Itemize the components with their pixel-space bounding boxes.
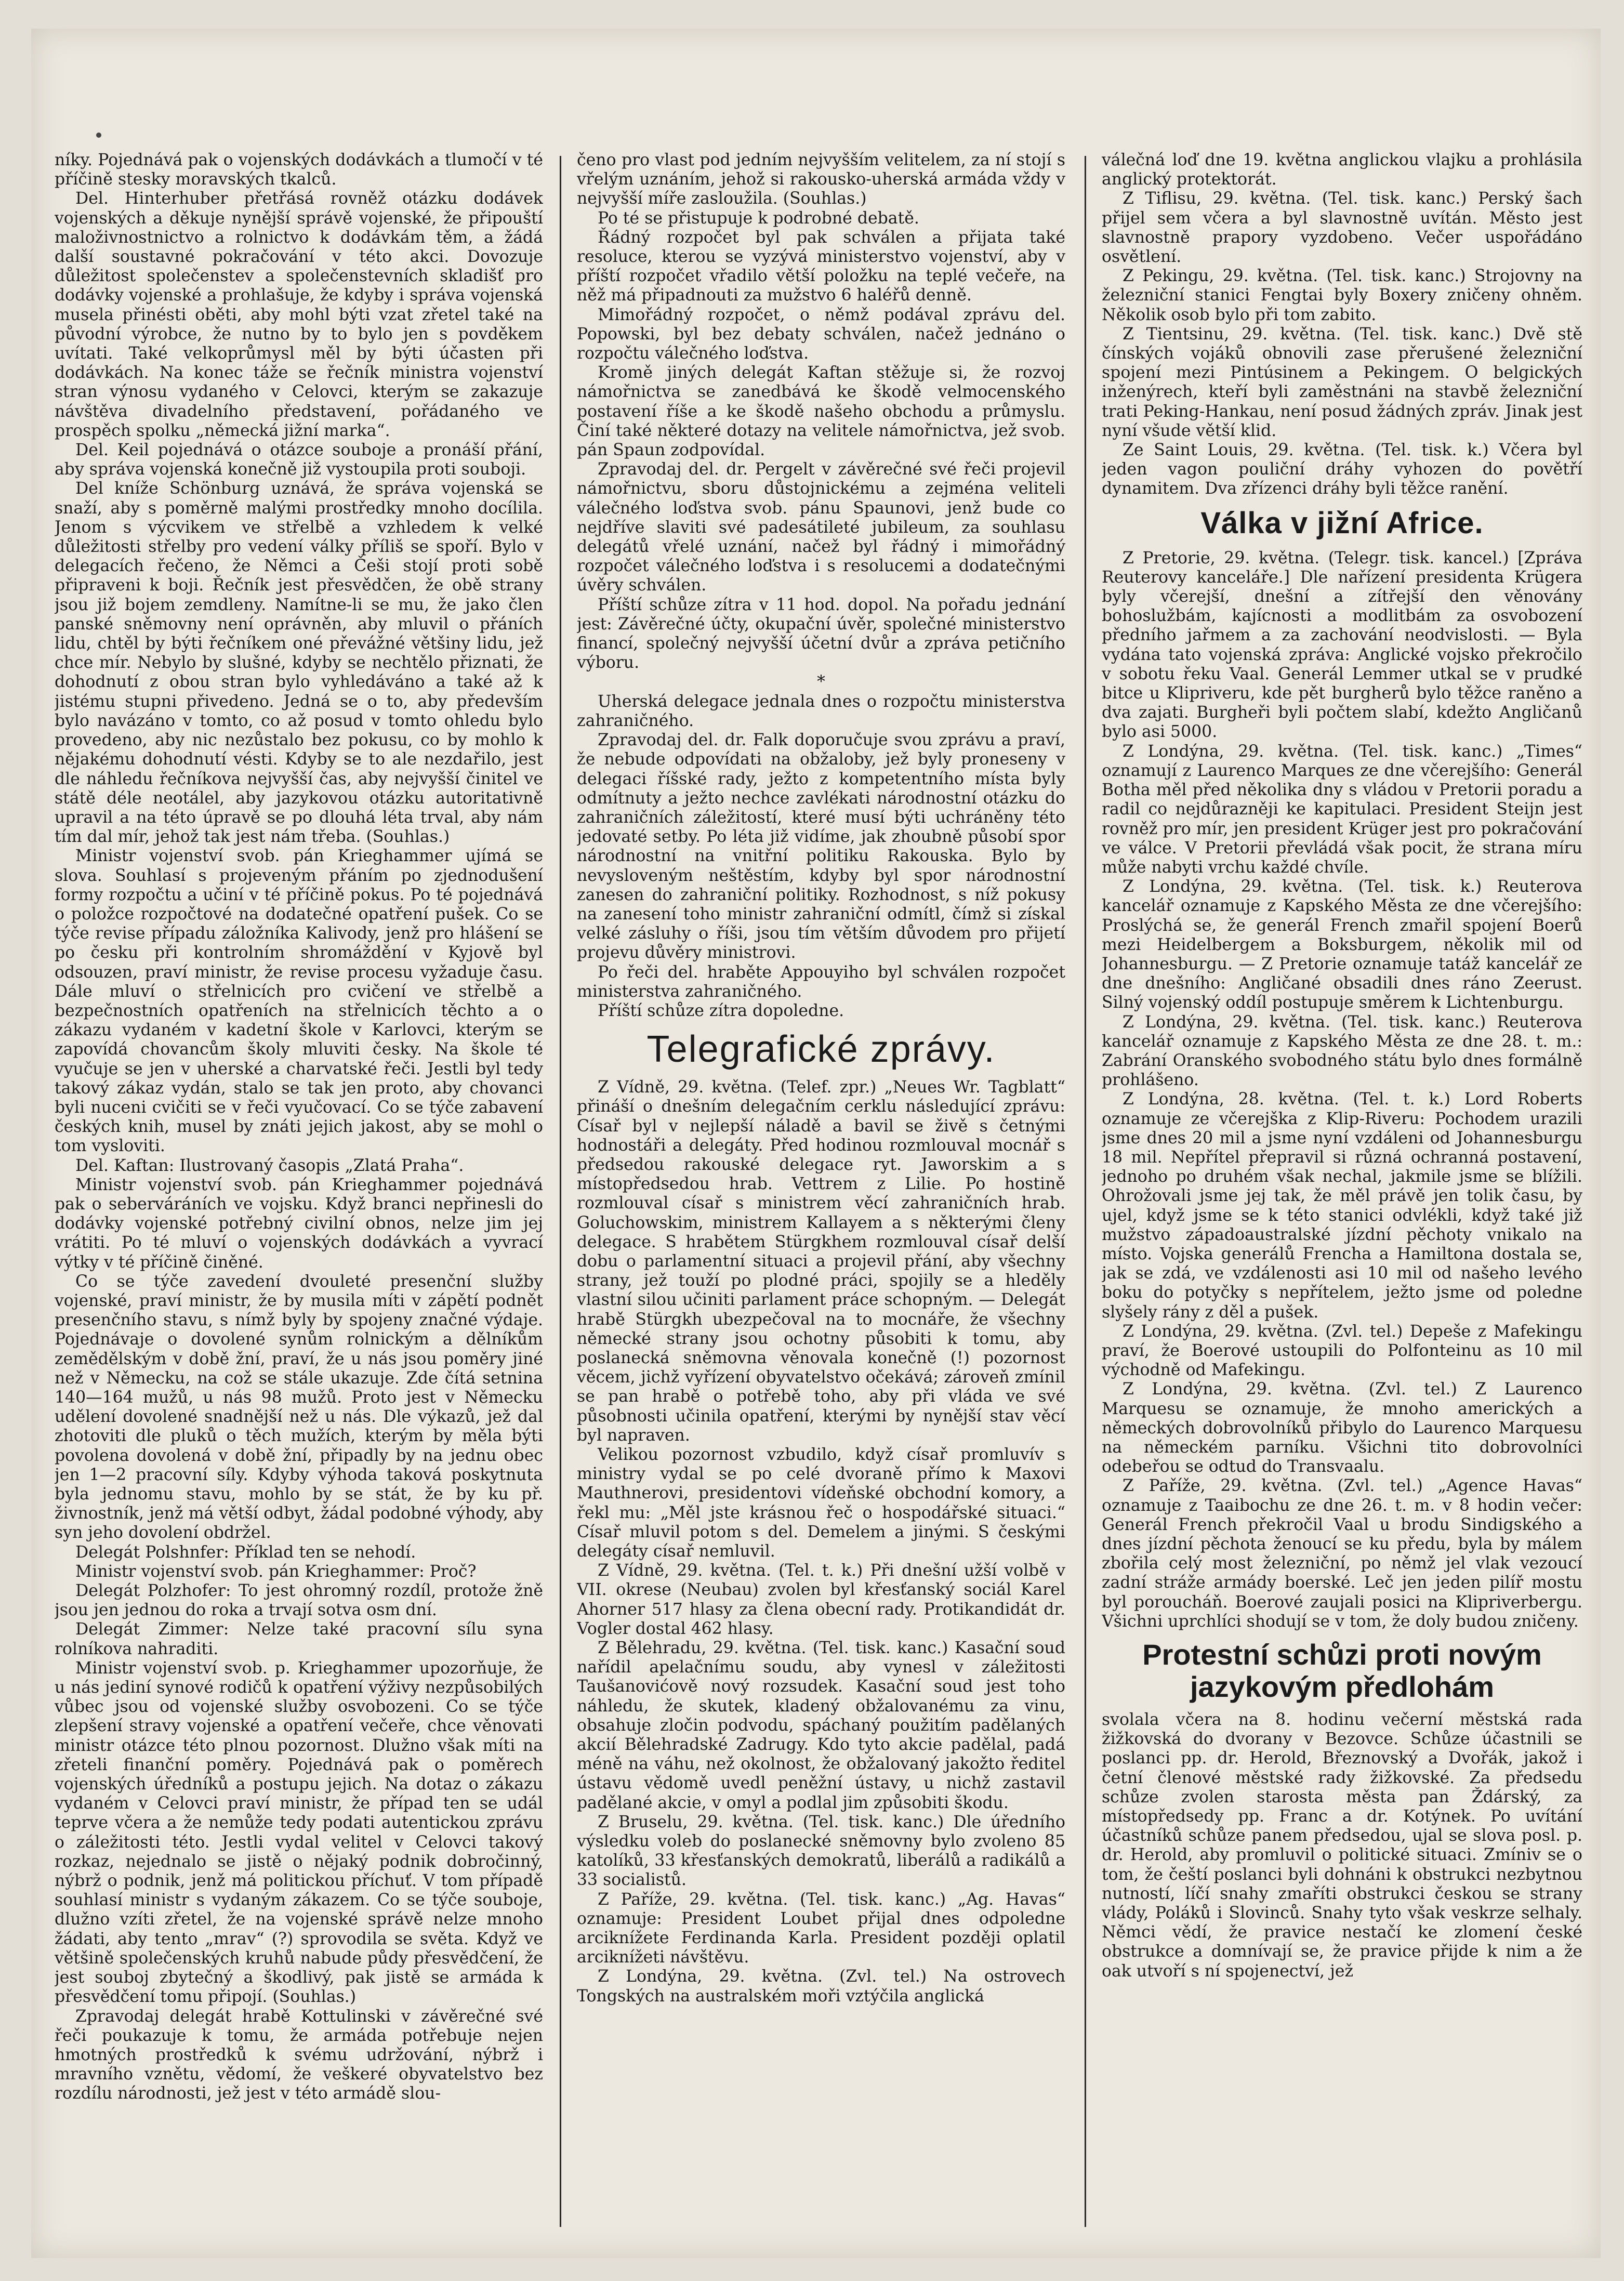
- paragraph: Delegát Polshnfer: Příklad ten se nehodí.: [75, 1542, 416, 1562]
- paragraph: Ministr vojenství svob. pán Krieghammer ujímá se slova. Souhlasí s projeveným přáním po zjednodušení formy rozpočtu a učiní v té příčině pokus. Po té pojednává o položce rozpočtové na dodatečné opatření pušek. Co se týče revise případu záložníka Kalivody, jenž pro hlášení se po česku při kontrolním shromáždění v Kyjově byl odsouzen, praví ministr, že revise procesu vyžaduje času. Dále mluví o střelnicích pro cvičení ve střelbě a bezpečnostních opatřeních na střelnicích těchto a o zákazu vydaném v kadetní škole v Karlovci, kterým se zapovídá chovancům školy mluviti česky. Na škole té vyučuje se jen v uherské a charvatské řeči. Jestli byl tedy takový zákaz vydán, stalo se tak jen proto, aby chovanci byli nuceni cvičiti se v řeči vyučovací. Co se týče zabavení českých knih, musel by znáti jejich jakost, aby se mohl o tom vysloviti.: [55, 847, 543, 1156]
- paragraph: Ministr vojenství svob. pán Krieghammer pojednává pak o seberváráních ve vojsku. Když branci nepřinesli do dodávky vojenské potřebný civilní obnos, nelze jim jej vrátiti. Po té mluví o vojenských dodávkách a vyvrací výtky v té příčině činěné.: [55, 1175, 543, 1272]
- paragraph: Řádný rozpočet byl pak schválen a přijata také resoluce, kterou se vyzývá ministerstvo vojenství, aby v příští rozpočet vřadilo větší položku na teplé večeře, na něž má připadnouti za mužstvo 6 haléřů denně.: [577, 228, 1065, 305]
- paragraph: Mimořádný rozpočet, o němž podával zprávu del. Popowski, byl bez debaty schválen, načež jednáno o rozpočtu válečného loďstva.: [577, 305, 1065, 363]
- news-item: Z Bělehradu, 29. května. (Tel. tisk. kanc.) Kasační soud nařídil apelačnímu soudu, aby vynesl v záležitosti Taušanovićově nový rozsudek. Kasační soud jest toho náhledu, že skutek, kladený obžalovanému za vinu, obsahuje zločin podvodu, spáchaný použitím padělaných akcií Bělehradské Zadrugy. Kdo tyto akcie padělal, padá méně na váhu, než okolnost, že obžalovaný jakožto ředitel ústavu vědomě uvedl peněžní ústavy, u nichž zastavil padělané akcie, v omyl a podlal jim způsobiti škodu.: [577, 1639, 1065, 1812]
- column-1: [55, 151, 543, 2237]
- paragraph: Ministr vojenství svob. pán Krieghammer: Proč?: [75, 1562, 477, 1581]
- paragraph: Kromě jiných delegát Kaftan stěžuje si, že rozvoj námořnictva se zanedbává ke škodě velmocenského postavení říše a ke škodě našeho obchodu a průmyslu. Činí také některé dotazy na velitele námořnictva, jež svob. pán Spaun zodpovídal.: [577, 363, 1065, 460]
- news-item: Z Londýna, 29. května. (Tel. tisk. kanc.) „Times“ oznamují z Laurenco Marques ze dne včerejšího: Generál Botha měl před několika dny s vládou v Pretorii poradu a radil co nejdůrazněji ke kapitulaci. President Steijn jest rovněž pro mír, jen president Krüger jest pro pokračování ve válce. V Pretorii převládá však pocit, že strana míru může nabyti vrchu každé chvíle.: [1102, 742, 1582, 877]
- news-item: Z Paříže, 29. května. (Zvl. tel.) „Agence Havas“ oznamuje z Taaibochu ze dne 26. t. m. v 8 hodin večer: Generál French překročil Vaal u brodu Sindigského a dnes jízdní pěchota ženoucí se ku předu, byla by málem zbořila celý most železniční, po němž jel vlak vezoucí zadní stráže armády boerské. Leč jen jeden pilíř mostu byl poroucháň. Boerové zaujali posici na Klipriverbergu. Všichni uprchlíci shodují se v tom, že doly budou zničeny.: [1102, 1476, 1582, 1631]
- paragraph: Příští schůze zítra dopoledne.: [598, 1001, 844, 1020]
- news-item: Z Londýna, 29. května. (Tel. tisk. kanc.) Reuterova kancelář oznamuje z Kapského Města ze dne 28. t. m.: Zabrání Oranského svobodného státu bylo dnes formálně prohlášeno.: [1102, 1012, 1582, 1090]
- column-3: [1102, 151, 1582, 2237]
- paragraph: Del kníže Schönburg uznává, že správa vojenská se snaží, aby s poměrně malými prostředky mnoho docílila. Jenom s výcvikem ve střelbě a vzhledem k velké důležitosti střelby pro vedení války příliš se spoří. Bylo v delegacích řečeno, že Němci a Češi stojí proti sobě připraveni k boji. Řečník jest přesvědčen, že obě strany jsou již bojem zemdleny. Namítne-li se mu, že jako člen panské sněmovny není oprávněn, aby mluvil o přáních lidu, chtěl by býti řečníkem oné převážné většiny lidu, jež chce mír. Nebylo by slušné, kdyby se nechtělo přiznati, že dohodnutí z obou stran bylo vyhledáváno a také až k jistému stupni přivedeno. Jedná se o to, aby především bylo navázáno v tomto, co až posud v tomto ohledu bylo provedeno, aby nic nezůstalo bez pokusu, co by mohlo k nějakému dohodnutí vésti. Kdyby se to ale nezdařilo, jest dle náhledu řečníkova nejvyšší čas, aby nejvyšší činitel ve státě déle neotálel, aby jazykovou otázku autoritativně upravil a na této úpravě se po dlouhá léta trval, aby nám tím dal mír, jehož tak jest nám třeba. (Souhlas.): [55, 479, 543, 847]
- paragraph: Delegát Zimmer: Nelze také pracovní sílu syna rolníkova nahraditi.: [55, 1620, 543, 1658]
- paragraph: Co se týče zavedení dvouleté presenční služby vojenské, praví ministr, že by musila míti v zápětí podnět presenčního stavu, s nímž byly by spojeny značné výdaje. Pojednávaje o dovolené synům rolnickým a dělníkům zemědělským v době žní, praví, že u nás jsou poměry jiné než v Německu, na což se stále ukazuje. Zde čítá setnina 140—164 mužů, u nás 98 mužů. Proto jest v Německu udělení dovolené snadnější než u nás. Dle výkazů, jež dal zhotoviti dle pluků o těch mužích, kterým by měla býti povolena dovolená v době žní, připadly by na jednu obec jen 1—2 pracovní síly. Kdyby výhoda taková poskytnuta byla jednomu stavu, mohlo by se stát, že by ku př. živnostník, jenž má větší odbyt, žádal podobné výhody, aby syn jeho dovolení obdržel.: [55, 1272, 543, 1542]
- news-item: Z Tiflisu, 29. května. (Tel. tisk. kanc.) Perský šach přijel sem včera a byl slavnostně uvítán. Město jest slavnostně prapory vyzdobeno. Večer uspořádáno osvětlení.: [1102, 189, 1582, 267]
- news-item: Z Londýna, 28. května. (Tel. t. k.) Lord Roberts oznamuje ze včerejška z Klip-Riveru: Pochodem urazili jsme dnes 20 mil a jsme nyní vzdáleni od Johannesburgu 18 mil. Nepřítel přepravil si různá ochranná postavení, jednoho po druhém však nechal, jakmile jsme se blížili. Ohrožovali jsme jej tak, že měl právě jen tolik času, by ujel, když jsme se k této stanici odvlékli, když také již mužstvo západoaustralské jízdní pěchoty vnikalo na místo. Vojska generálů Frencha a Hamiltona dostala se, jak se zdá, ve vzdálenosti asi 10 mil od našeho levého boku do potyčky s nepřítelem, ježto jsme od poledne slyšely rány z děl a pušek.: [1102, 1090, 1582, 1322]
- section-heading-war: Válka v jižní Africe.: [1200, 506, 1484, 540]
- news-item: Z Londýna, 29. května. (Zvl. tel.) Depeše z Mafekingu praví, že Boerové ustoupili do Polfonteinu as 10 mil východně od Mafekingu.: [1102, 1322, 1582, 1380]
- paragraph: válečná loď dne 19. května anglickou vlajku a prohlásila anglický protektorát.: [1102, 151, 1582, 189]
- paragraph: Po té se přistupuje k podrobné debatě.: [598, 208, 919, 228]
- paragraph: Zpravodaj del. dr. Falk doporučuje svou zprávu a praví, že nebude odpovídati na obžaloby, jež byly proneseny v delegaci říšské rady, ježto z kompetentního místa byly odmítnuty a ježto nechce zavlékati národnostní otázku do zahraničních záležitostí, které musí býti uchráněny této jedovaté setby. Po léta již vidíme, jak zhoubně působí spor národnostní na vnitřní politiku Rakouska. Bylo by nevysloveným neštěstím, kdyby byl spor národnostní zanesen do zahraniční politiky. Rozhodnost, s níž pokusy na zanesení toho ministr zahraniční odmítl, čímž si získal velké zásluhy o říši, jsou tím větším důvodem pro přijetí projevu důvěry ministrovi.: [577, 731, 1065, 962]
- paragraph: Zpravodaj del. dr. Pergelt v závěrečné své řeči projevil námořnictvu, sboru důstojnickému a zejména veliteli válečného loďstva svob. pánu Spaunovi, jenž bude co nejdříve slaviti své padesátileté jubileum, za souhlasu delegátů vřelé uznání, načež byl řádný i mimořádný rozpočet válečného loďstva i s resolucemi a dodatečnými úvěry schválen.: [577, 460, 1065, 595]
- section-heading-telegraf: Telegrafické zprávy.: [646, 1029, 996, 1071]
- news-item: Z Londýna, 29. května. (Zvl. tel.) Z Laurenco Marquesu se oznamuje, že mnoho amerických a německých dobrovolníků přibylo do Laurenco Marquesu na německém parníku. Všichni tito dobrovolníci odebeřou se odtud do Transvaalu.: [1102, 1380, 1582, 1476]
- column-rule: [560, 156, 561, 2227]
- section-heading-protest: Protestní schůzi proti novým jazykovým předlohám: [1142, 1638, 1542, 1704]
- news-item: Z Pretorie, 29. května. (Telegr. tisk. kancel.) [Zpráva Reuterovy kanceláře.] Dle nařízení presidenta Krügera byly včerejší, dnešní a zítřejší den věnovány bohoslužbám, kajícnosti a modlitbám za osvobození předního jařmem a za zachování neodvislosti. — Byla vydána tato vojenská zpráva: Anglické vojsko překročilo v sobotu řeku Vaal. Generál Lemmer utkal se v prudké bitce u Klipriveru, kde pět burgherů bylo těžce raněno a dva zajati. Burgheři byli počtem slabí, kdežto Angličanů bylo asi 5000.: [1102, 548, 1582, 742]
- news-item: Z Paříže, 29. května. (Tel. tisk. kanc.) „Ag. Havas“ oznamuje: President Loubet přijal dnes odpoledne arciknížete Ferdinanda Karla. President později oplatil arciknížeti návštěvu.: [577, 1890, 1065, 1967]
- news-item: Z Londýna, 29. května. (Tel. tisk. k.) Reuterova kancelář oznamuje z Kapského Města ze dne včerejšího: Proslýchá se, že generál French zmařil spojení Boerů mezi Heidelbergem a Boksburgem, několik mil od Johannesburgu. — Z Pretorie oznamuje tatáž kancelář ze dne dnešního: Angličané obsadili dnes ráno Zeerust. Silný vojenský oddíl postupuje směrem k Lichtenburgu.: [1102, 877, 1582, 1012]
- news-item: Ze Saint Louis, 29. května. (Tel. tisk. k.) Včera byl jeden vagon pouliční dráhy vyhozen do povětří dynamitem. Dva zřízenci dráhy byli těžce ranění.: [1102, 441, 1582, 498]
- paragraph: Del. Kaftan: Ilustrovaný časopis „Zlatá Praha“.: [75, 1156, 464, 1175]
- separator-star: *: [817, 673, 825, 692]
- paragraph: svolala včera na 8. hodinu večerní městská rada žižkovská do dvorany v Bezovce. Schůze účastnili se poslanci pp. dr. Herold, Březnovský a Dvořák, jakož i četní členové městské rady žižkovské. Za předsedu schůze zvolen starosta města pan Ždárský, za místopředsedy pp. Franc a dr. Kotýnek. Po uvítání účastníků schůze panem předsedou, ujal se slova posl. p. dr. Herold, aby promluvil o politické situaci. Zmíniv se o tom, že čeští poslanci byli dohnáni k obstrukci nezbytnou nutností, líčí snahy zmaříti obstrukci českou se strany vlády, Poláků i Slovinců. Snahy tyto však veskrze selhaly. Němci vědí, že pravice nestačí ke zlomení české obstrukce a domnívají se, že pravice přijde k nim a že oak utvoří s ní spojenectví, jež: [1102, 1710, 1582, 1981]
- news-item: Z Tientsinu, 29. května. (Tel. tisk. kanc.) Dvě stě čínských vojáků obnovili zase přerušené železniční spojení mezi Pintúsinem a Pekingem. O belgických inženýrech, kteří byli zaměstnáni na stavbě železniční trati Peking-Hankau, není posud žádných zpráv. Jinak jest nyní všude větší klid.: [1102, 324, 1582, 440]
- paragraph: Uherská delegace jednala dnes o rozpočtu ministerstva zahraničného.: [577, 692, 1065, 730]
- news-item: Z Londýna, 29. května. (Zvl. tel.) Na ostrovech Tongských na australském moři vztýčila anglická: [577, 1967, 1065, 2006]
- paragraph: Ministr vojenství svob. p. Krieghammer upozorňuje, že u nás jediní synové rodičů k opatření výživy nezpůsobilých vůbec jsou od vojenské služby osvobozeni. Co se týče zlepšení stravy vojenské a opatření večeře, chce věnovati ministr otázce této plnou pozornost. Dlužno však míti na zřeteli finanční poměry. Pojednává pak o poměrech vojenských úředníků a postupu jejich. Na dotaz o zákazu vydaném v Celovci praví ministr, že případ ten se udál teprve včera a že nemůže tedy podati autentickou zprávu o záležitosti této. Jestli vydal velitel v Celovci takový rozkaz, nejednalo se jistě o nějaký podnik dobročinný, nýbrž o podnik, jenž má politickou příchuť. V tom případě souhlasí ministr s vydaným zákazem. Co se týče souboje, dlužno vzíti zřetel, že na vojenské správě nelze mnoho žádati, aby tento „mrav“ (?) sprovodila se světa. Když ve většině společenských kruhů nabude půdy přesvědčení, že jest souboj zbytečný a škodlivý, pak jistě se armáda k přesvědčení tomu připojí. (Souhlas.): [55, 1658, 543, 2007]
- paragraph: Po řeči del. hraběte Appouyiho byl schválen rozpočet ministerstva zahraničného.: [577, 962, 1065, 1001]
- ink-dot: [96, 133, 101, 138]
- news-item: Z Bruselu, 29. května. (Tel. tisk. kanc.) Dle úředního výsledku voleb do poslanecké sněmovny bylo zvoleno 85 katolíků, 33 křesťanských demokratů, liberálů a radikálů a 33 socialistů.: [577, 1812, 1065, 1890]
- paragraph: Delegát Polzhofer: To jest ohromný rozdíl, protože žně jsou jen jednou do roka a trvají sotva osm dní.: [55, 1581, 543, 1620]
- paragraph: níky. Pojednává pak o vojenských dodávkách a tlumočí v té příčině stesky moravských tkalců.: [55, 151, 543, 189]
- news-item: Velikou pozornost vzbudilo, když císař promluvív s ministry vydal se po celé dvoraně přímo k Maxovi Mauthnerovi, presidentovi vídeňské obchodní komory, a řekl mu: „Měl jste krásnou řeč o hospodářské situaci.“ Císař mluvil potom s del. Demelem a jinými. S českými delegáty císař nemluvil.: [577, 1445, 1065, 1561]
- newspaper-page: [31, 29, 1601, 2258]
- paragraph: Příští schůze zítra v 11 hod. dopol. Na pořadu jednání jest: Závěrečné účty, okupační úvěr, společné ministerstvo financí, společný nejvyšší účetní dvůr a zpráva petičního výboru.: [577, 595, 1065, 673]
- column-2: [577, 151, 1065, 2237]
- news-item: Z Vídně, 29. května. (Telef. zpr.) „Neues Wr. Tagblatt“ přináší o dnešním delegačním cerklu následující zprávu: Císař byl v nejlepší náladě a bavil se živě s četnými hodnostáři a delegáty. Před hodinou rozmlouval mocnář s předsedou rakouské delegace ryt. Jaworskim a s místopředsedou hrab. Vettrem z Lilie. Po hostině rozmlouval císař s ministrem věcí zahraničních hrab. Goluchowskim, ministrem Kallayem a s některými členy delegace. S hrabětem Stürgkhem rozmlouval císař delší dobu o parlamentní situaci a projevil přání, aby všechny strany, jež touží po plodné práci, spojily se a hleděly vlastní silou učiniti parlament práce schopným. — Delegát hrabě Stürgkh ubezpečoval na to mocnáře, že všechny německé strany jsou ochotny působiti k tomu, aby poslanecká sněmovna věnovala konečně (!) pozornost věcem, jichž vyřízení obyvatelstvo očekává; zároveň zmínil se pan hrabě o potřebě toho, aby při vláda ve své působnosti učinila opatření, kterými by nynější stav věcí byl napraven.: [577, 1078, 1065, 1445]
- paragraph: Zpravodaj delegát hrabě Kottulinski v závěrečné své řeči poukazuje k tomu, že armáda potřebuje nejen hmotných prostředků k svému udržování, nýbrž i mravního vznětu, vědomí, že veškeré obyvatelstvo bez rozdílu národnosti, jež jest v této armádě slou-: [55, 2007, 543, 2103]
- paragraph: Del. Hinterhuber přetřásá rovněž otázku dodávek vojenských a děkuje nynější správě vojenské, že připouští maloživnostnictvo a rolnictvo k dodávkám těm, a žádá další soustavné pokračování v této akci. Dovozuje důležitost společenstev a společenstevních skladišť pro dodávky vojenské a prohlašuje, že kdyby i správa vojenská musela přinésti oběti, aby mohl býti vzat zřetel také na původní výrobce, že nutno by to bylo jen s povděkem uvítati. Také velkoprůmysl měl by býti účasten při dodávkách. Na konec táže se řečník ministra vojenství stran výnosu vydaného v Celovci, kterým se zakazuje návštěva divadelního představení, pořádaného ve prospěch spolku „německá jižní marka“.: [55, 189, 543, 440]
- news-item: Z Pekingu, 29. května. (Tel. tisk. kanc.) Strojovny na železniční stanici Fengtai byly Boxery zničeny ohněm. Několik osob bylo při tom zabito.: [1102, 267, 1582, 324]
- paragraph: čeno pro vlast pod jedním nejvyšším velitelem, za ní stojí s vřelým uznáním, jehož si rakousko-uherská armáda vždy v nejvyšší míře zasloužila. (Souhlas.): [577, 151, 1065, 208]
- news-item: Z Vídně, 29. května. (Tel. t. k.) Při dnešní užší volbě v VII. okrese (Neubau) zvolen byl křesťanský sociál Karel Ahorner 517 hlasy za člena obecní rady. Protikandidát dr. Vogler dostal 462 hlasy.: [577, 1561, 1065, 1638]
- paragraph: Del. Keil pojednává o otázce souboje a pronáší přání, aby správa vojenská konečně již vystoupila proti souboji.: [55, 441, 543, 479]
- column-rule: [1085, 156, 1086, 2227]
